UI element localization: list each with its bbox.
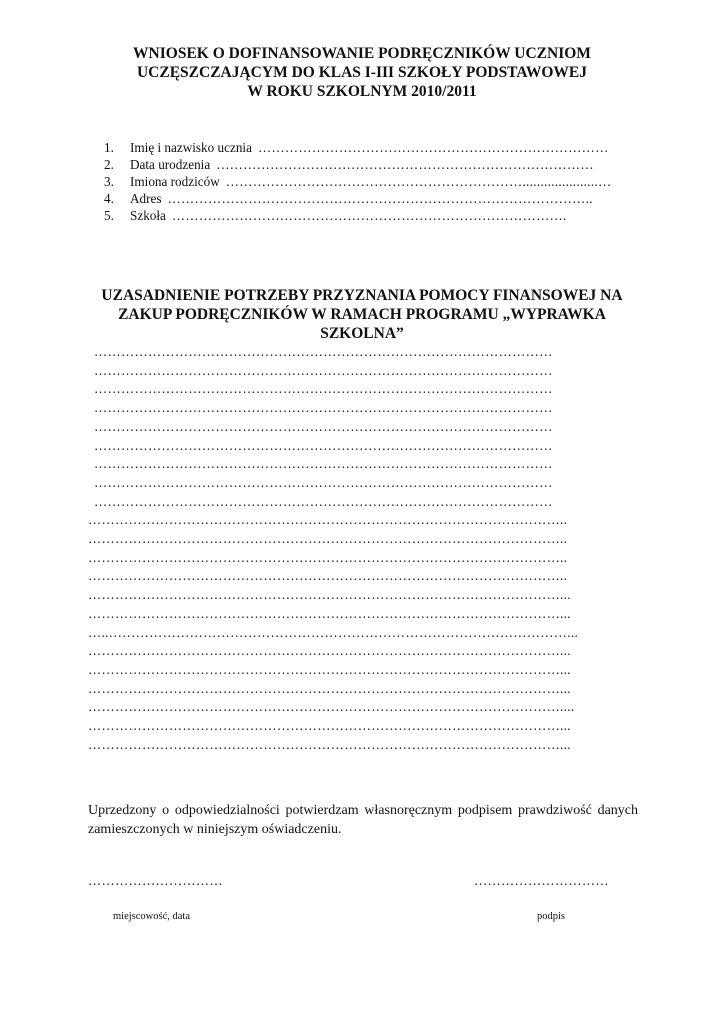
field-school[interactable]	[104, 207, 644, 224]
signature-caption: podpis	[537, 911, 566, 922]
title-line-1: WNIOSEK O DOFINANSOWANIE PODRĘCZNIKÓW UCZNIOM	[133, 45, 591, 62]
field-address[interactable]	[104, 190, 644, 207]
justification-dot-line[interactable]: ……………………………………………………………………………………………....	[88, 699, 575, 715]
justification-dot-line[interactable]: ……………………………………………………………………………………………...	[88, 587, 571, 603]
field-parents-names[interactable]	[104, 173, 644, 190]
justification-heading	[60, 286, 664, 343]
field-label: Adres	[130, 191, 162, 206]
justification-dot-line[interactable]: …………………………………………………………………………………………	[94, 437, 553, 453]
justification-dot-line[interactable]: …..…………………………………………………………………………………………...	[88, 624, 579, 640]
personal-data-list	[104, 139, 644, 224]
field-fill-line[interactable]: …………………………………………………………………………………..	[167, 191, 593, 206]
justification-dot-line[interactable]: ……………………………………………………………………………………………...	[88, 736, 571, 752]
document-title	[60, 44, 664, 101]
field-number: 2.	[104, 157, 114, 172]
justification-dot-line[interactable]: ……………………………………………………………………………………………...	[88, 643, 571, 659]
justification-dot-line[interactable]: ……………………………………………………………………………………………..	[88, 512, 568, 528]
title-line-3: W ROKU SZKOLNYM 2010/2011	[247, 83, 477, 100]
justification-dot-line[interactable]: …………………………………………………………………………………………	[94, 493, 553, 509]
justification-dot-line[interactable]: ……………………………………………………………………………………………..	[88, 531, 568, 546]
field-fill-line[interactable]: …………………………………………………………………………….	[171, 208, 567, 223]
justification-dot-line[interactable]: …………………………………………………………………………………………	[94, 456, 553, 472]
field-fill-line[interactable]: …………………………………………………………………………	[216, 157, 594, 172]
justification-dot-line[interactable]: ……………………………………………………………………………………………...	[88, 680, 571, 696]
justification-heading-line-2: ZAKUP PODRĘCZNIKÓW W RAMACH PROGRAMU „WYPRAWKA	[118, 306, 606, 323]
field-birth-date[interactable]	[104, 156, 644, 173]
field-number: 5.	[104, 208, 114, 223]
justification-dot-line[interactable]: …………………………………………………………………………………………	[94, 381, 553, 397]
field-label: Imiona rodziców	[130, 174, 220, 189]
field-label: Szkoła	[130, 208, 166, 223]
justification-dot-line[interactable]: ……………………………………………………………………………………………..	[88, 568, 568, 584]
field-fill-line[interactable]: ………………………………………………………….....................…	[225, 174, 612, 189]
justification-dot-line[interactable]: ……………………………………………………………………………………………...	[88, 718, 571, 733]
justification-dot-line[interactable]: …………………………………………………………………………………………	[94, 400, 553, 416]
field-number: 1.	[104, 140, 114, 155]
field-student-name[interactable]	[104, 139, 644, 156]
field-label: Imię i nazwisko ucznia	[130, 140, 252, 155]
justification-dot-line[interactable]: …………………………………………………………………………………………	[94, 362, 553, 378]
justification-dot-line[interactable]: …………………………………………………………………………………………	[94, 418, 553, 434]
field-number: 4.	[104, 191, 114, 206]
field-fill-line[interactable]: ……………………………………………………………………	[257, 140, 609, 155]
statement-text: Uprzedzony o odpowiedzialności potwierdzam własnoręcznym podpisem prawdziwość danych zamieszczonych w niniejszym oświadczeniu.	[88, 803, 638, 837]
justification-dot-line[interactable]: ……………………………………………………………………………………………...	[88, 661, 571, 677]
justification-dot-line[interactable]: …………………………………………………………………………………………	[94, 474, 553, 490]
justification-heading-line-3: SZKOLNA”	[320, 325, 404, 342]
title-line-2: UCZĘSZCZAJĄCYM DO KLAS I-III SZKOŁY PODSTAWOWEJ	[136, 64, 587, 81]
field-label: Data urodzenia	[130, 157, 211, 172]
justification-dot-line[interactable]: …………………………………………………………………………………………	[94, 344, 553, 359]
place-date-line[interactable]: …………………………	[88, 873, 223, 888]
justification-heading-line-1: UZASADNIENIE POTRZEBY PRZYZNANIA POMOCY FINANSOWEJ NA	[101, 287, 623, 304]
justification-dot-line[interactable]: ……………………………………………………………………………………………..	[88, 549, 568, 565]
field-number: 3.	[104, 174, 114, 189]
place-date-caption: miejscowość, data	[113, 911, 190, 922]
justification-dot-line[interactable]: ……………………………………………………………………………………………...	[88, 605, 571, 621]
signature-line[interactable]: …………………………	[474, 873, 609, 888]
